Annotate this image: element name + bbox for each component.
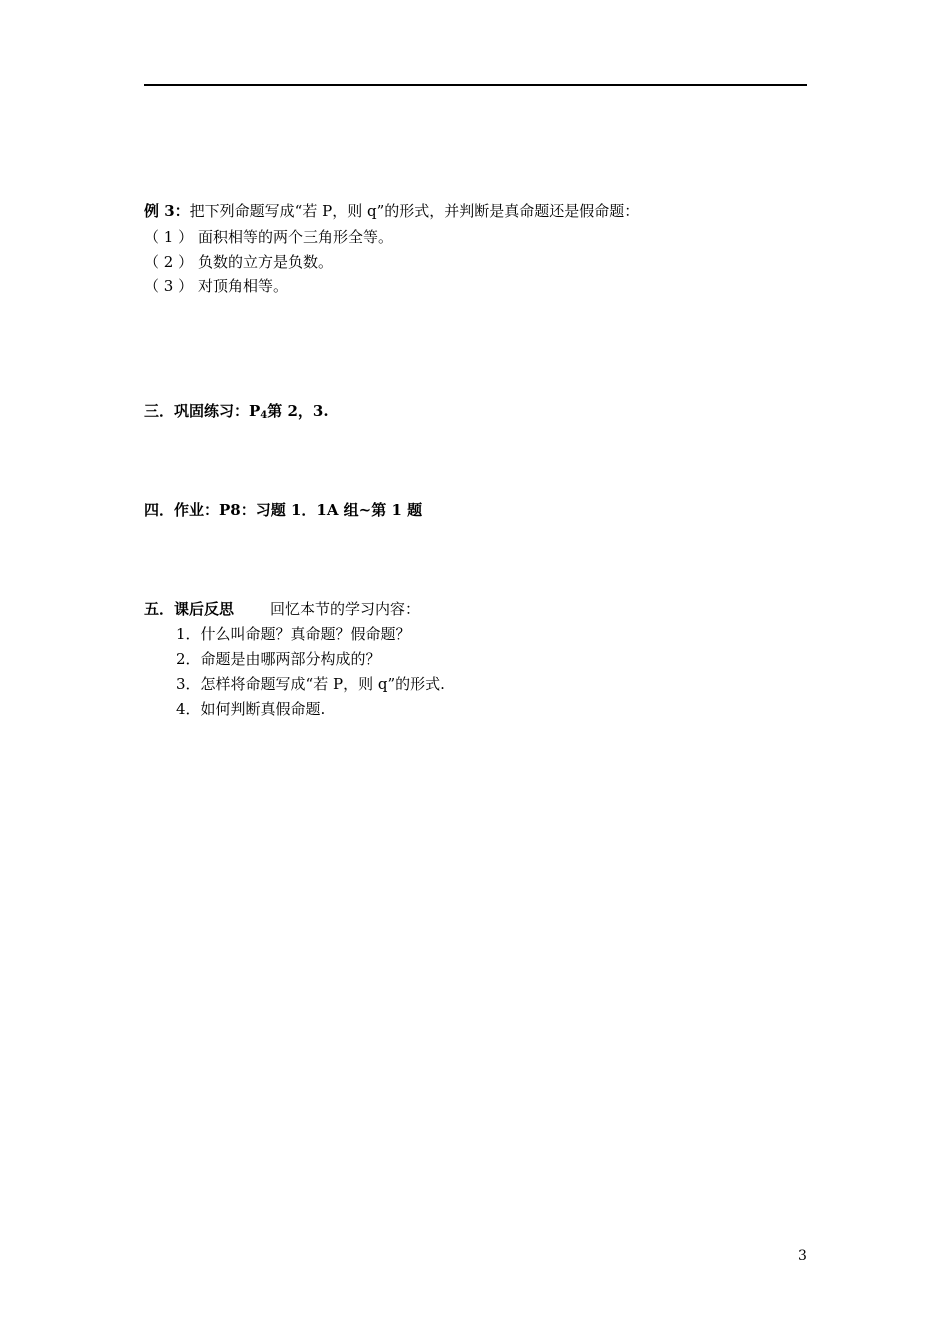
section3-rest: 第 2，3.	[267, 402, 329, 420]
section5-title: 五．课后反思	[144, 600, 235, 618]
example3-label: 例 3：	[144, 202, 190, 220]
section4-heading: 四．作业：P8：习题 1．1A 组~第 1 题	[144, 501, 423, 519]
section5-heading	[144, 599, 420, 619]
example3-item	[144, 252, 333, 272]
section5-intro: 回忆本节的学习内容：	[270, 600, 421, 618]
item-number: （ 3 ）	[144, 277, 194, 295]
item-text: 负数的立方是负数。	[198, 253, 334, 271]
section3-title: 三．巩固练习：P	[144, 402, 261, 420]
header-rule	[144, 84, 807, 86]
example3-item	[144, 276, 288, 296]
item-number: （ 1 ）	[144, 228, 194, 246]
reflection-item: 4．如何判断真假命题.	[176, 700, 326, 718]
reflection-item: 1．什么叫命题？真命题？假命题？	[176, 625, 411, 643]
example3-heading	[144, 201, 639, 221]
section3-heading	[144, 401, 329, 426]
item-text: 面积相等的两个三角形全等。	[198, 228, 394, 246]
reflection-item: 2．命题是由哪两部分构成的？	[176, 650, 381, 668]
page-number: 3	[798, 1248, 807, 1264]
reflection-item: 3．怎样将命题写成“若 P，则 q”的形式.	[176, 675, 445, 693]
example3-text: 把下列命题写成“若 P，则 q”的形式，并判断是真命题还是假命题：	[189, 202, 640, 220]
item-number: （ 2 ）	[144, 253, 194, 271]
item-text: 对顶角相等。	[198, 277, 289, 295]
section3-subscript: 4	[260, 410, 268, 421]
example3-item	[144, 227, 393, 247]
